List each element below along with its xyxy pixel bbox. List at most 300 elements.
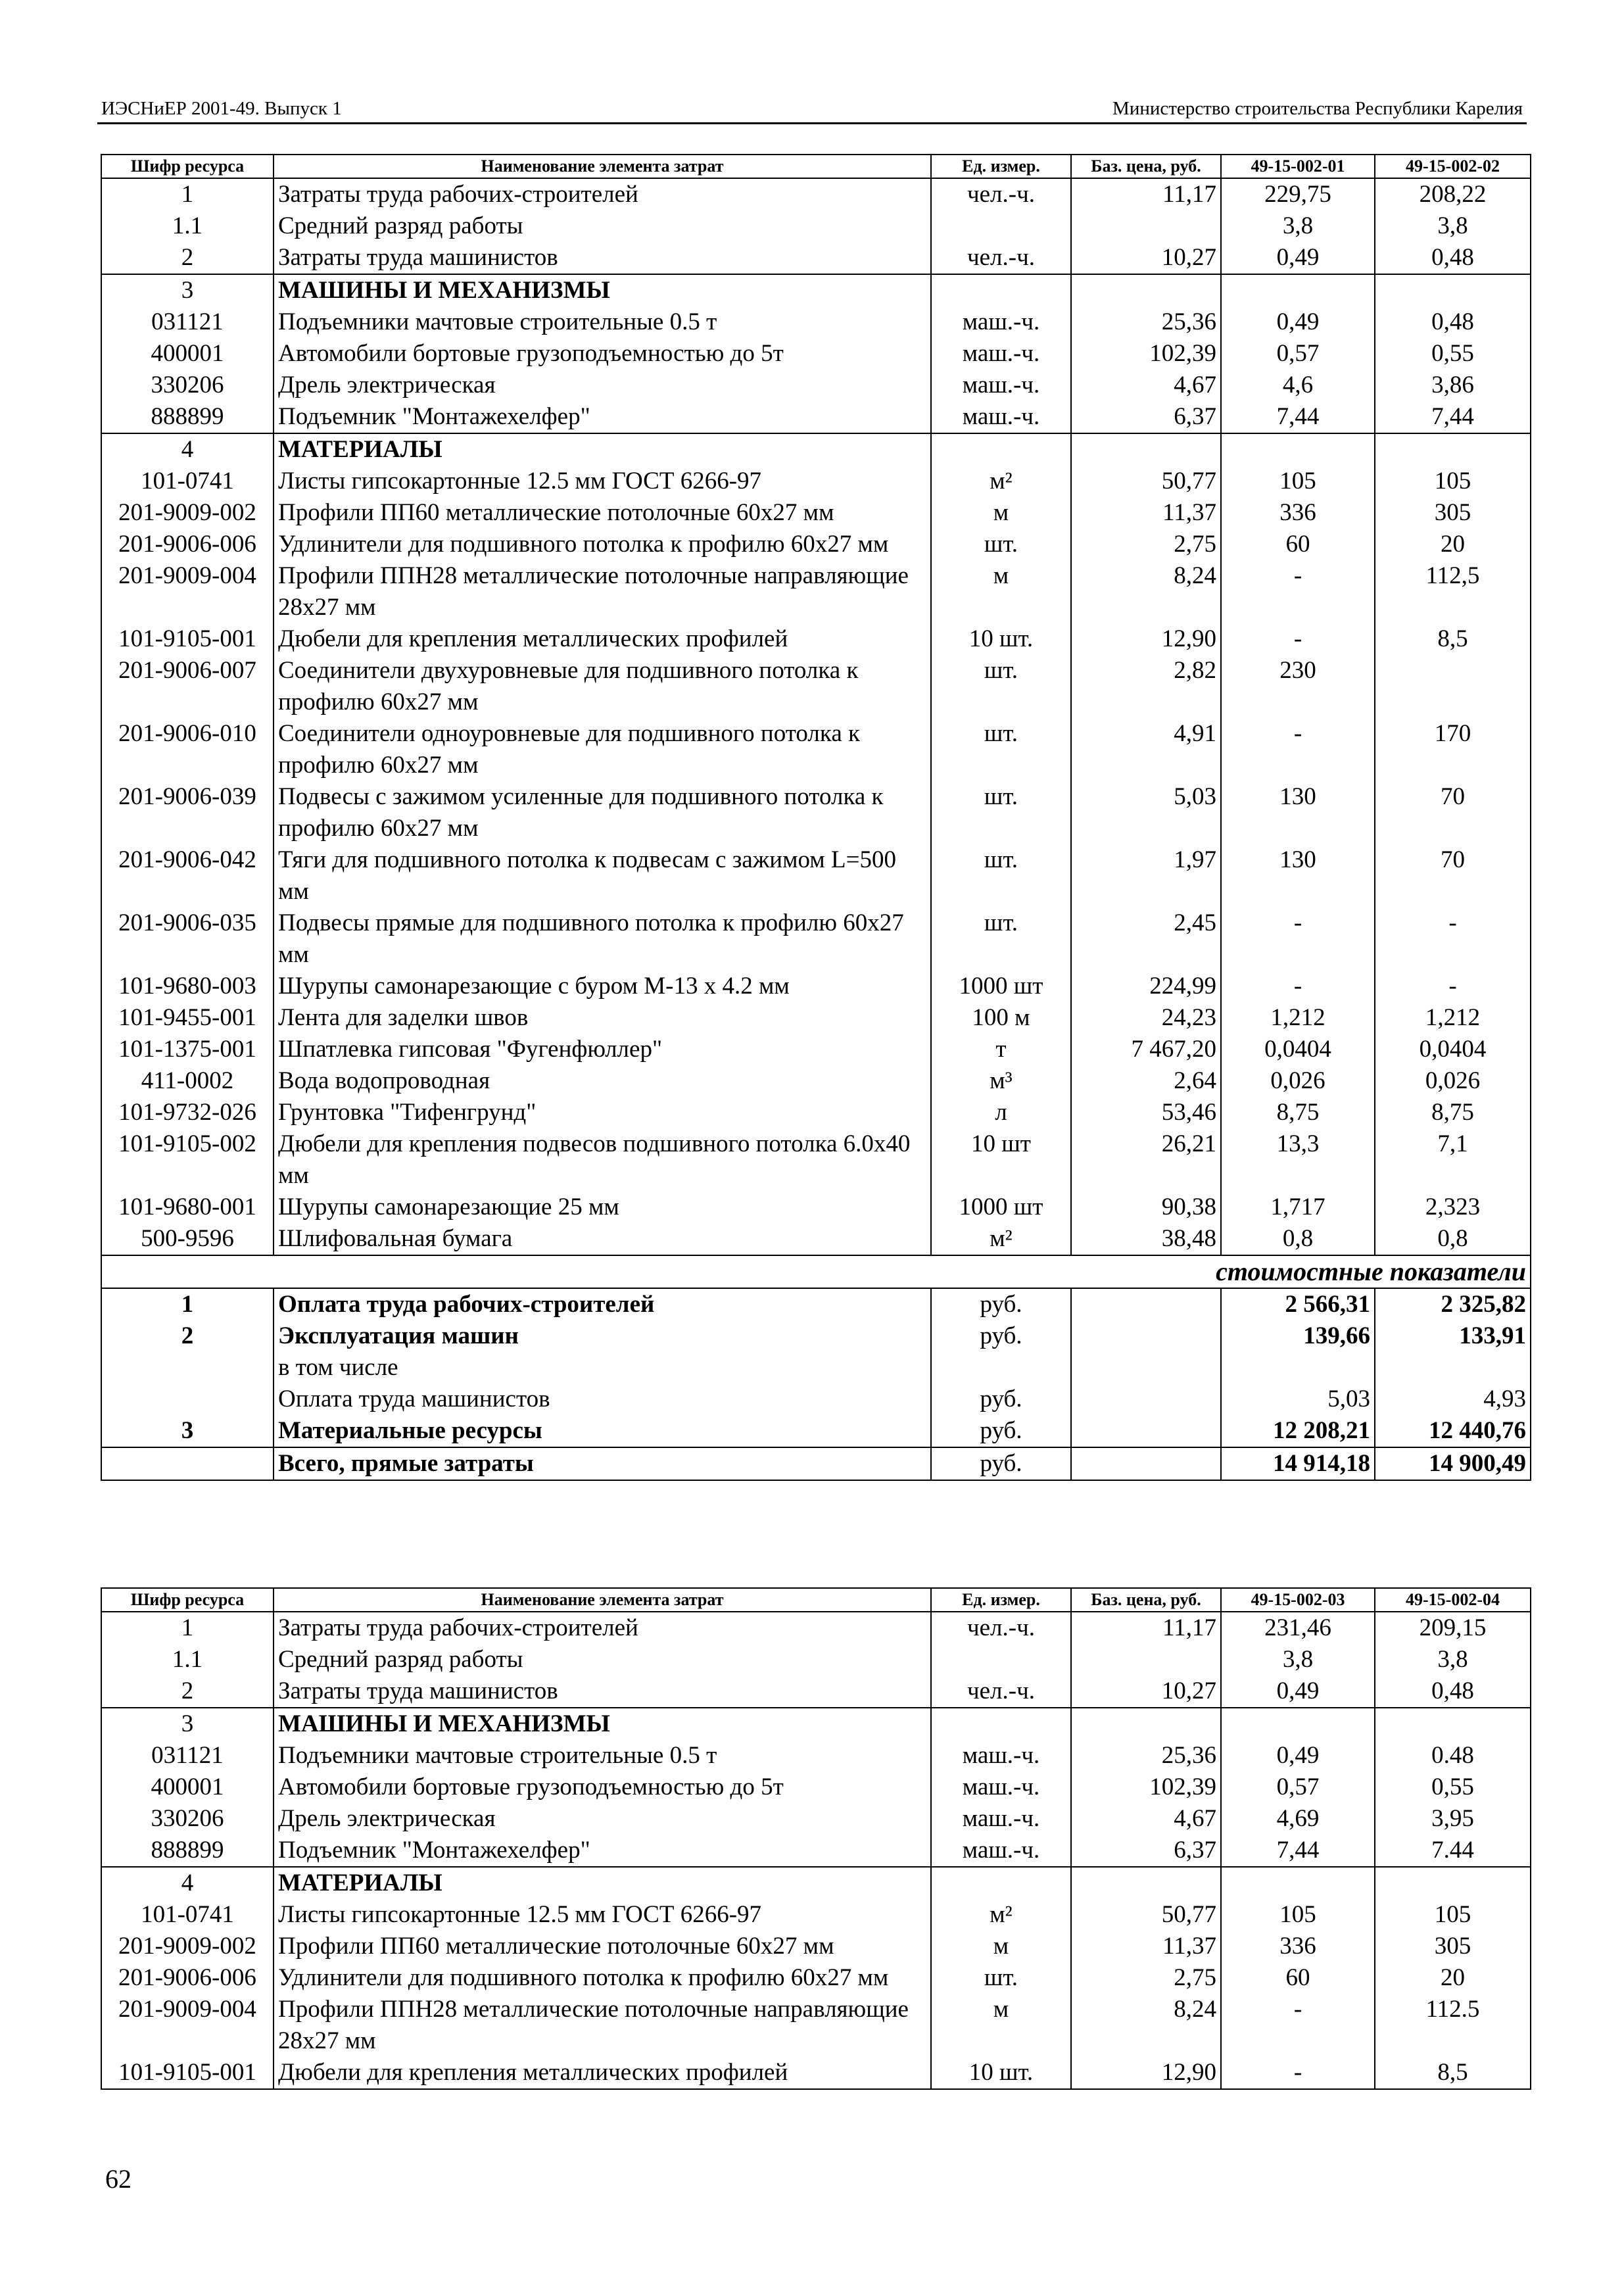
resource-code: 101-0741 bbox=[101, 466, 274, 497]
resource-code: 101-9680-003 bbox=[101, 971, 274, 1002]
norm-value: 7,44 bbox=[1375, 401, 1531, 433]
col-name-header: Наименование элемента затрат bbox=[274, 1588, 931, 1612]
norm-value bbox=[1375, 1708, 1531, 1740]
unit bbox=[931, 1644, 1071, 1676]
base-price: 102,39 bbox=[1071, 338, 1221, 370]
col-norm-code-4: 49-15-002-04 bbox=[1375, 1588, 1531, 1612]
norm-value bbox=[1375, 1867, 1531, 1899]
base-price: 12,90 bbox=[1071, 623, 1221, 655]
section-row bbox=[101, 274, 1531, 306]
summary-value: 14 914,18 bbox=[1221, 1447, 1375, 1480]
norm-value: - bbox=[1221, 1994, 1375, 2057]
section-row bbox=[101, 1708, 1531, 1740]
norm-value: 20 bbox=[1375, 529, 1531, 560]
table-row bbox=[101, 1644, 1531, 1676]
norm-value: 0,026 bbox=[1375, 1065, 1531, 1097]
norm-value: 105 bbox=[1375, 466, 1531, 497]
table-row bbox=[101, 1612, 1531, 1644]
base-price bbox=[1071, 1644, 1221, 1676]
norm-value: 1,212 bbox=[1375, 1002, 1531, 1034]
norm-value: 3,8 bbox=[1221, 1644, 1375, 1676]
base-price: 11,17 bbox=[1071, 178, 1221, 210]
base-price: 10,27 bbox=[1071, 242, 1221, 274]
table-row bbox=[101, 306, 1531, 338]
unit: м bbox=[931, 1931, 1071, 1962]
resource-code: 101-9105-002 bbox=[101, 1128, 274, 1192]
table-row bbox=[101, 1002, 1531, 1034]
unit: маш.-ч. bbox=[931, 1740, 1071, 1772]
resource-code: 411-0002 bbox=[101, 1065, 274, 1097]
norm-value: 4,6 bbox=[1221, 370, 1375, 401]
table-row bbox=[101, 1931, 1531, 1962]
table-row bbox=[101, 401, 1531, 433]
summary-value: 14 900,49 bbox=[1375, 1447, 1531, 1480]
norm-value: 0,48 bbox=[1375, 306, 1531, 338]
resource-name: Дрель электрическая bbox=[274, 370, 931, 401]
base-price: 5,03 bbox=[1071, 781, 1221, 844]
table-row bbox=[101, 1065, 1531, 1097]
empty-cell bbox=[1071, 1447, 1221, 1480]
unit bbox=[931, 1352, 1071, 1384]
resource-code: 4 bbox=[101, 433, 274, 466]
base-price: 50,77 bbox=[1071, 466, 1221, 497]
table-row bbox=[101, 1740, 1531, 1772]
norm-value: 170 bbox=[1375, 718, 1531, 781]
table-row bbox=[101, 971, 1531, 1002]
unit: чел.-ч. bbox=[931, 242, 1071, 274]
resource-name: Подвесы с зажимом усиленные для подшивного потолка к профилю 60х27 мм bbox=[274, 781, 931, 844]
unit: руб. bbox=[931, 1384, 1071, 1415]
norm-value bbox=[1375, 274, 1531, 306]
base-price: 11,17 bbox=[1071, 1612, 1221, 1644]
resource-code: 330206 bbox=[101, 370, 274, 401]
resource-name: Затраты труда рабочих-строителей bbox=[274, 1612, 931, 1644]
norm-value: 0,57 bbox=[1221, 1772, 1375, 1803]
summary-row bbox=[101, 1352, 1531, 1384]
resource-name: МАТЕРИАЛЫ bbox=[274, 433, 931, 466]
norm-value: - bbox=[1375, 971, 1531, 1002]
summary-number: 3 bbox=[101, 1415, 274, 1447]
col-unit-header: Ед. измер. bbox=[931, 1588, 1071, 1612]
norm-value: 130 bbox=[1221, 781, 1375, 844]
resource-code: 1 bbox=[101, 1612, 274, 1644]
resource-name: Удлинители для подшивного потолка к профилю 60х27 мм bbox=[274, 1962, 931, 1994]
norm-value: 60 bbox=[1221, 529, 1375, 560]
unit: шт. bbox=[931, 1962, 1071, 1994]
summary-number bbox=[101, 1447, 274, 1480]
base-price: 11,37 bbox=[1071, 1931, 1221, 1962]
norm-value: 105 bbox=[1375, 1899, 1531, 1931]
summary-value: 4,93 bbox=[1375, 1384, 1531, 1415]
summary-name: Оплата труда машинистов bbox=[274, 1384, 931, 1415]
summary-row bbox=[101, 1415, 1531, 1447]
resource-name: Лента для заделки швов bbox=[274, 1002, 931, 1034]
resource-code: 031121 bbox=[101, 1740, 274, 1772]
resource-name: Профили ППН28 металлические потолочные направляющие 28х27 мм bbox=[274, 1994, 931, 2057]
base-price: 50,77 bbox=[1071, 1899, 1221, 1931]
resource-name: Соединители одноуровневые для подшивного потолка к профилю 60х27 мм bbox=[274, 718, 931, 781]
summary-row bbox=[101, 1384, 1531, 1415]
resource-code: 400001 bbox=[101, 338, 274, 370]
unit: шт. bbox=[931, 844, 1071, 907]
resource-name: Затраты труда машинистов bbox=[274, 242, 931, 274]
table-row bbox=[101, 370, 1531, 401]
resource-name: Подвесы прямые для подшивного потолка к профилю 60х27 мм bbox=[274, 907, 931, 971]
summary-name: Эксплуатация машин bbox=[274, 1320, 931, 1352]
norm-value: 0,49 bbox=[1221, 306, 1375, 338]
cost-heading-row bbox=[101, 1255, 1531, 1288]
norm-value bbox=[1375, 655, 1531, 718]
unit: м² bbox=[931, 466, 1071, 497]
table-row bbox=[101, 1676, 1531, 1708]
resource-code: 3 bbox=[101, 274, 274, 306]
unit: маш.-ч. bbox=[931, 1835, 1071, 1867]
table-header-row bbox=[101, 1588, 1531, 1612]
norm-value: 3,86 bbox=[1375, 370, 1531, 401]
table-row bbox=[101, 242, 1531, 274]
summary-row bbox=[101, 1288, 1531, 1320]
norm-value: 3,95 bbox=[1375, 1803, 1531, 1835]
table-row bbox=[101, 655, 1531, 718]
resource-code: 888899 bbox=[101, 1835, 274, 1867]
norm-value: 230 bbox=[1221, 655, 1375, 718]
resource-code: 031121 bbox=[101, 306, 274, 338]
empty-cell bbox=[1071, 1384, 1221, 1415]
unit: шт. bbox=[931, 781, 1071, 844]
base-price bbox=[1071, 1867, 1221, 1899]
table-row bbox=[101, 1772, 1531, 1803]
norm-value: 1,717 bbox=[1221, 1192, 1375, 1223]
norm-value: 8,75 bbox=[1221, 1097, 1375, 1128]
table-row bbox=[101, 1097, 1531, 1128]
resource-name: Автомобили бортовые грузоподъемностью до 5т bbox=[274, 338, 931, 370]
resource-name: МАТЕРИАЛЫ bbox=[274, 1867, 931, 1899]
norm-value: - bbox=[1221, 623, 1375, 655]
col-price-header: Баз. цена, руб. bbox=[1071, 155, 1221, 178]
base-price: 24,23 bbox=[1071, 1002, 1221, 1034]
resource-code: 101-9680-001 bbox=[101, 1192, 274, 1223]
resource-name: Дрель электрическая bbox=[274, 1803, 931, 1835]
base-price: 10,27 bbox=[1071, 1676, 1221, 1708]
unit: руб. bbox=[931, 1447, 1071, 1480]
norm-value: 0,8 bbox=[1221, 1223, 1375, 1255]
resource-name: Дюбели для крепления металлических профилей bbox=[274, 623, 931, 655]
norm-value: 305 bbox=[1375, 1931, 1531, 1962]
section-row bbox=[101, 1867, 1531, 1899]
norm-value: 0,55 bbox=[1375, 1772, 1531, 1803]
col-code-header: Шифр ресурса bbox=[101, 1588, 274, 1612]
unit bbox=[931, 274, 1071, 306]
norm-value: 3,8 bbox=[1375, 210, 1531, 242]
norm-value: 112.5 bbox=[1375, 1994, 1531, 2057]
unit: шт. bbox=[931, 529, 1071, 560]
resource-code: 201-9006-006 bbox=[101, 1962, 274, 1994]
norm-value: 0,49 bbox=[1221, 1676, 1375, 1708]
resource-code: 888899 bbox=[101, 401, 274, 433]
base-price: 4,67 bbox=[1071, 1803, 1221, 1835]
norm-value: 229,75 bbox=[1221, 178, 1375, 210]
unit: т bbox=[931, 1034, 1071, 1065]
table-row bbox=[101, 210, 1531, 242]
unit: шт. bbox=[931, 718, 1071, 781]
resource-name: Соединители двухуровневые для подшивного потолка к профилю 60х27 мм bbox=[274, 655, 931, 718]
resource-code: 201-9006-039 bbox=[101, 781, 274, 844]
summary-value: 2 325,82 bbox=[1375, 1288, 1531, 1320]
summary-name: Всего, прямые затраты bbox=[274, 1447, 931, 1480]
norm-value: 209,15 bbox=[1375, 1612, 1531, 1644]
base-price: 102,39 bbox=[1071, 1772, 1221, 1803]
unit: чел.-ч. bbox=[931, 1676, 1071, 1708]
resource-code: 400001 bbox=[101, 1772, 274, 1803]
unit: маш.-ч. bbox=[931, 306, 1071, 338]
base-price: 224,99 bbox=[1071, 971, 1221, 1002]
table-row bbox=[101, 497, 1531, 529]
norm-value: 0,49 bbox=[1221, 242, 1375, 274]
unit: маш.-ч. bbox=[931, 370, 1071, 401]
resource-code: 101-9455-001 bbox=[101, 1002, 274, 1034]
resource-code: 201-9006-042 bbox=[101, 844, 274, 907]
base-price: 2,82 bbox=[1071, 655, 1221, 718]
norm-value: 0,48 bbox=[1375, 242, 1531, 274]
summary-row bbox=[101, 1447, 1531, 1480]
table-row bbox=[101, 1899, 1531, 1931]
norm-value: 130 bbox=[1221, 844, 1375, 907]
resource-code: 1.1 bbox=[101, 1644, 274, 1676]
resource-name: Шпатлевка гипсовая "Фугенфюллер" bbox=[274, 1034, 931, 1065]
base-price: 6,37 bbox=[1071, 1835, 1221, 1867]
table-row bbox=[101, 2057, 1531, 2089]
norm-value: - bbox=[1375, 907, 1531, 971]
norm-value: 336 bbox=[1221, 1931, 1375, 1962]
table-row bbox=[101, 1803, 1531, 1835]
resource-code: 101-0741 bbox=[101, 1899, 274, 1931]
norm-value: 0,0404 bbox=[1375, 1034, 1531, 1065]
summary-value bbox=[1375, 1352, 1531, 1384]
unit: м² bbox=[931, 1899, 1071, 1931]
norm-value: 0,0404 bbox=[1221, 1034, 1375, 1065]
summary-number bbox=[101, 1352, 274, 1384]
empty-cell bbox=[1071, 1288, 1221, 1320]
unit: руб. bbox=[931, 1288, 1071, 1320]
table-row bbox=[101, 466, 1531, 497]
resource-name: Средний разряд работы bbox=[274, 210, 931, 242]
norm-value: 112,5 bbox=[1375, 560, 1531, 623]
norm-value: 8,75 bbox=[1375, 1097, 1531, 1128]
table-row bbox=[101, 529, 1531, 560]
unit bbox=[931, 210, 1071, 242]
table-row bbox=[101, 718, 1531, 781]
unit: 1000 шт bbox=[931, 1192, 1071, 1223]
resource-code: 500-9596 bbox=[101, 1223, 274, 1255]
resource-name: Тяги для подшивного потолка к подвесам с зажимом L=500 мм bbox=[274, 844, 931, 907]
table-row bbox=[101, 907, 1531, 971]
summary-value: 5,03 bbox=[1221, 1384, 1375, 1415]
base-price: 2,45 bbox=[1071, 907, 1221, 971]
base-price: 90,38 bbox=[1071, 1192, 1221, 1223]
unit: 10 шт. bbox=[931, 2057, 1071, 2089]
norm-value: 13,3 bbox=[1221, 1128, 1375, 1192]
summary-value: 139,66 bbox=[1221, 1320, 1375, 1352]
norm-value: 7,44 bbox=[1221, 401, 1375, 433]
base-price: 4,91 bbox=[1071, 718, 1221, 781]
base-price: 11,37 bbox=[1071, 497, 1221, 529]
resource-code: 101-9105-001 bbox=[101, 2057, 274, 2089]
resource-code: 330206 bbox=[101, 1803, 274, 1835]
base-price: 7 467,20 bbox=[1071, 1034, 1221, 1065]
col-norm-code-3: 49-15-002-03 bbox=[1221, 1588, 1375, 1612]
unit: чел.-ч. bbox=[931, 1612, 1071, 1644]
col-code-header: Шифр ресурса bbox=[101, 155, 274, 178]
norm-value: 20 bbox=[1375, 1962, 1531, 1994]
resource-code: 201-9006-007 bbox=[101, 655, 274, 718]
resource-name: Затраты труда рабочих-строителей bbox=[274, 178, 931, 210]
summary-value: 12 440,76 bbox=[1375, 1415, 1531, 1447]
base-price: 2,64 bbox=[1071, 1065, 1221, 1097]
empty-cell bbox=[1071, 1352, 1221, 1384]
norm-value: 336 bbox=[1221, 497, 1375, 529]
unit: м² bbox=[931, 1223, 1071, 1255]
resource-code: 2 bbox=[101, 1676, 274, 1708]
header-left: ИЭСНиЕР 2001-49. Выпуск 1 bbox=[101, 98, 342, 119]
summary-value bbox=[1221, 1352, 1375, 1384]
unit: чел.-ч. bbox=[931, 178, 1071, 210]
base-price bbox=[1071, 210, 1221, 242]
table-row bbox=[101, 1034, 1531, 1065]
unit: 100 м bbox=[931, 1002, 1071, 1034]
resource-name: МАШИНЫ И МЕХАНИЗМЫ bbox=[274, 1708, 931, 1740]
norm-value: 4,69 bbox=[1221, 1803, 1375, 1835]
base-price: 6,37 bbox=[1071, 401, 1221, 433]
resource-code: 1.1 bbox=[101, 210, 274, 242]
resource-name: Листы гипсокартонные 12.5 мм ГОСТ 6266-97 bbox=[274, 466, 931, 497]
summary-name: Оплата труда рабочих-строителей bbox=[274, 1288, 931, 1320]
base-price bbox=[1071, 433, 1221, 466]
base-price: 25,36 bbox=[1071, 306, 1221, 338]
table-body bbox=[101, 1612, 1531, 2089]
base-price bbox=[1071, 274, 1221, 306]
summary-name: Материальные ресурсы bbox=[274, 1415, 931, 1447]
resource-code: 201-9009-002 bbox=[101, 497, 274, 529]
norm-value: 7,44 bbox=[1221, 1835, 1375, 1867]
page-number: 62 bbox=[105, 2164, 131, 2194]
unit: м bbox=[931, 1994, 1071, 2057]
norm-value: 0.48 bbox=[1375, 1740, 1531, 1772]
unit: л bbox=[931, 1097, 1071, 1128]
unit: шт. bbox=[931, 655, 1071, 718]
unit: шт. bbox=[931, 907, 1071, 971]
resource-name: Подъемники мачтовые строительные 0.5 т bbox=[274, 306, 931, 338]
empty-cell bbox=[1071, 1320, 1221, 1352]
summary-row bbox=[101, 1320, 1531, 1352]
col-unit-header: Ед. измер. bbox=[931, 155, 1071, 178]
resource-name: МАШИНЫ И МЕХАНИЗМЫ bbox=[274, 274, 931, 306]
unit: 1000 шт bbox=[931, 971, 1071, 1002]
table-row bbox=[101, 1994, 1531, 2057]
base-price: 12,90 bbox=[1071, 2057, 1221, 2089]
unit: 10 шт bbox=[931, 1128, 1071, 1192]
summary-number: 1 bbox=[101, 1288, 274, 1320]
table-row bbox=[101, 560, 1531, 623]
unit: руб. bbox=[931, 1320, 1071, 1352]
resource-name: Профили ПП60 металлические потолочные 60х27 мм bbox=[274, 497, 931, 529]
norm-value: 231,46 bbox=[1221, 1612, 1375, 1644]
resource-name: Удлинители для подшивного потолка к профилю 60х27 мм bbox=[274, 529, 931, 560]
norm-value: 8,5 bbox=[1375, 2057, 1531, 2089]
norm-value: - bbox=[1221, 907, 1375, 971]
norm-value: - bbox=[1221, 971, 1375, 1002]
norm-value: 2,323 bbox=[1375, 1192, 1531, 1223]
norm-value bbox=[1221, 1708, 1375, 1740]
resource-code: 201-9006-035 bbox=[101, 907, 274, 971]
norm-value: 0,49 bbox=[1221, 1740, 1375, 1772]
resource-table-1 bbox=[101, 154, 1531, 1481]
col-price-header: Баз. цена, руб. bbox=[1071, 1588, 1221, 1612]
unit: м³ bbox=[931, 1065, 1071, 1097]
summary-number: 2 bbox=[101, 1320, 274, 1352]
norm-value: 0,026 bbox=[1221, 1065, 1375, 1097]
norm-value: 7,1 bbox=[1375, 1128, 1531, 1192]
table-body bbox=[101, 178, 1531, 1480]
table-row bbox=[101, 1835, 1531, 1867]
norm-value: 8,5 bbox=[1375, 623, 1531, 655]
page-header bbox=[97, 89, 1527, 124]
summary-number bbox=[101, 1384, 274, 1415]
norm-value: - bbox=[1221, 718, 1375, 781]
resource-code: 2 bbox=[101, 242, 274, 274]
norm-value: 70 bbox=[1375, 844, 1531, 907]
unit: маш.-ч. bbox=[931, 401, 1071, 433]
norm-value: 3,8 bbox=[1375, 1644, 1531, 1676]
table-header-row bbox=[101, 155, 1531, 178]
empty-cell bbox=[1071, 1415, 1221, 1447]
unit: м bbox=[931, 560, 1071, 623]
norm-value: 105 bbox=[1221, 1899, 1375, 1931]
unit bbox=[931, 1867, 1071, 1899]
table-row bbox=[101, 623, 1531, 655]
base-price: 8,24 bbox=[1071, 1994, 1221, 2057]
norm-value bbox=[1221, 433, 1375, 466]
norm-value: 0,55 bbox=[1375, 338, 1531, 370]
table-row bbox=[101, 338, 1531, 370]
resource-name: Шлифовальная бумага bbox=[274, 1223, 931, 1255]
unit: 10 шт. bbox=[931, 623, 1071, 655]
summary-value: 12 208,21 bbox=[1221, 1415, 1375, 1447]
resource-name: Подъемники мачтовые строительные 0.5 т bbox=[274, 1740, 931, 1772]
resource-name: Вода водопроводная bbox=[274, 1065, 931, 1097]
table-row bbox=[101, 178, 1531, 210]
base-price: 2,75 bbox=[1071, 1962, 1221, 1994]
norm-value: 0,48 bbox=[1375, 1676, 1531, 1708]
base-price: 53,46 bbox=[1071, 1097, 1221, 1128]
resource-name: Грунтовка "Тифенгрунд" bbox=[274, 1097, 931, 1128]
table-row bbox=[101, 844, 1531, 907]
resource-name: Дюбели для крепления металлических профилей bbox=[274, 2057, 931, 2089]
norm-value: 305 bbox=[1375, 497, 1531, 529]
col-name-header: Наименование элемента затрат bbox=[274, 155, 931, 178]
norm-value: 1,212 bbox=[1221, 1002, 1375, 1034]
norm-value: 208,22 bbox=[1375, 178, 1531, 210]
resource-code: 101-1375-001 bbox=[101, 1034, 274, 1065]
table-row bbox=[101, 1223, 1531, 1255]
norm-value bbox=[1221, 1867, 1375, 1899]
resource-code: 101-9732-026 bbox=[101, 1097, 274, 1128]
section-row bbox=[101, 433, 1531, 466]
unit: маш.-ч. bbox=[931, 1772, 1071, 1803]
resource-table-2 bbox=[101, 1587, 1531, 2090]
unit bbox=[931, 1708, 1071, 1740]
resource-name: Средний разряд работы bbox=[274, 1644, 931, 1676]
norm-value: 0,8 bbox=[1375, 1223, 1531, 1255]
